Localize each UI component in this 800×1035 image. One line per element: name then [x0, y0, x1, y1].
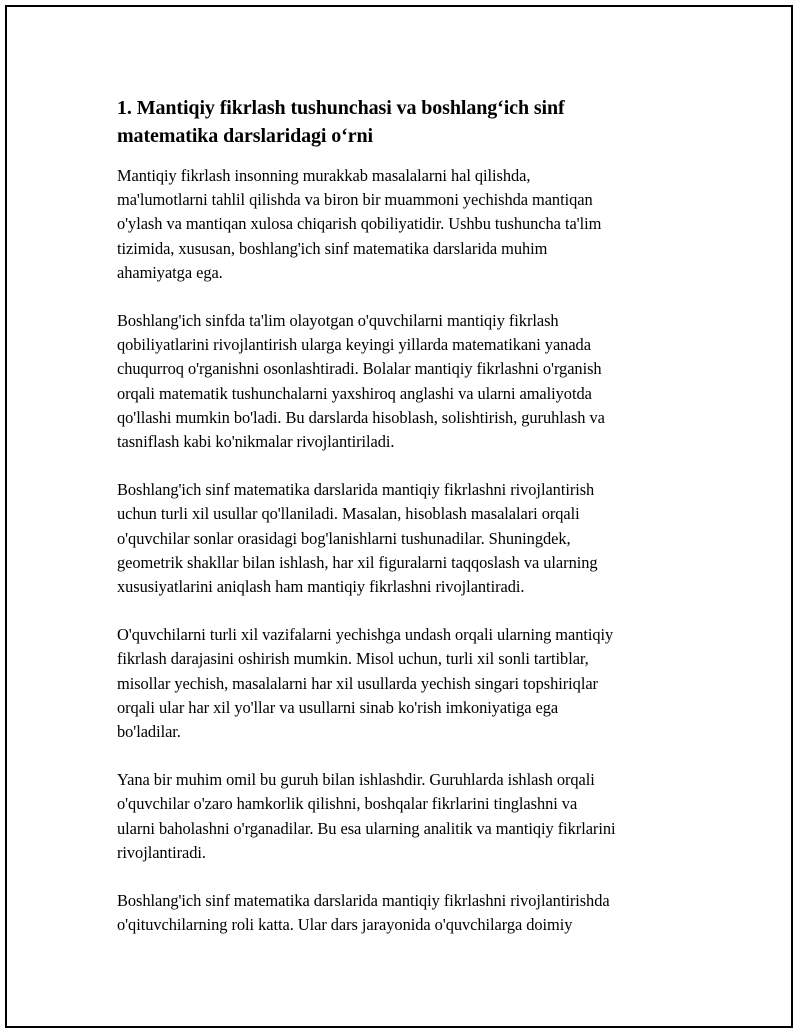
paragraph-line: o'quvchilar sonlar orasidagi bog'lanishlarni tushunadilar. Shuningdek, [117, 528, 571, 548]
paragraph-line: uchun turli xil usullar qo'llaniladi. Masalan, hisoblash masalalari orqali [117, 504, 580, 524]
paragraph [117, 623, 692, 744]
paragraph-line: orqali ular har xil yo'llar va usullarni sinab ko'rish imkoniyatiga ega [117, 697, 559, 717]
paragraph-line: Yana bir muhim omil bu guruh bilan ishlashdir. Guruhlarda ishlash orqali [117, 770, 595, 790]
paragraph-line: orqali matematik tushunchalarni yaxshiroq anglashi va ularni amaliyotda [117, 383, 592, 403]
paragraph-line: o'ylash va mantiqan xulosa chiqarish qobiliyatidir. Ushbu tushuncha ta'lim [117, 214, 602, 234]
paragraph-line: ularni baholashni o'rganadilar. Bu esa ularning analitik va mantiqiy fikrlarini [117, 818, 616, 838]
paragraph [117, 309, 692, 454]
heading-line: 1. Mantiqiy fikrlash tushunchasi va boshlang‘ich sinf [117, 97, 565, 119]
paragraph-line: rivojlantiradi. [117, 842, 206, 862]
paragraph-line: ahamiyatga ega. [117, 262, 223, 282]
document-body [117, 94, 692, 961]
paragraph-line: qo'llashi mumkin bo'ladi. Bu darslarda hisoblash, solishtirish, guruhlash va [117, 407, 605, 427]
paragraph [117, 164, 692, 285]
paragraph-line: chuqurroq o'rganishni osonlashtiradi. Bolalar mantiqiy fikrlashni o'rganish [117, 359, 602, 379]
paragraph-line: O'quvchilarni turli xil vazifalarni yechishga undash orqali ularning mantiqiy [117, 625, 614, 645]
paragraph-line: o'qituvchilarning roli katta. Ular dars jarayonida o'quvchilarga doimiy [117, 915, 573, 935]
paragraph-line: Mantiqiy fikrlash insonning murakkab masalalarni hal qilishda, [117, 166, 531, 185]
paragraph-line: tizimida, xususan, boshlang'ich sinf matematika darslarida muhim [117, 238, 548, 258]
paragraph [117, 889, 692, 937]
paragraph-line: tasniflash kabi ko'nikmalar rivojlantiriladi. [117, 432, 395, 452]
heading-line: matematika darslaridagi o‘rni [117, 125, 373, 147]
paragraph-line: misollar yechish, masalalarni har xil usullarda yechish singari topshiriqlar [117, 673, 598, 693]
paragraph-line: bo'ladilar. [117, 722, 181, 742]
paragraph [117, 478, 692, 599]
paragraph-line: xususiyatlarini aniqlash ham mantiqiy fikrlashni rivojlantiradi. [117, 577, 525, 597]
paragraph [117, 768, 692, 865]
paragraph-line: Boshlang'ich sinf matematika darslarida mantiqiy fikrlashni rivojlantirishda [117, 891, 610, 911]
paragraph-line: geometrik shakllar bilan ishlash, har xil figuralarni taqqoslash va ularning [117, 552, 598, 572]
section-heading [117, 94, 692, 150]
paragraph-line: qobiliyatlarini rivojlantirish ularga keyingi yillarda matematikani yanada [117, 335, 591, 355]
paragraph-line: Boshlang'ich sinf matematika darslarida mantiqiy fikrlashni rivojlantirish [117, 480, 595, 500]
paragraph-line: fikrlash darajasini oshirish mumkin. Misol uchun, turli xil sonli tartiblar, [117, 649, 589, 669]
paragraph-line: o'quvchilar o'zaro hamkorlik qilishni, boshqalar fikrlarini tinglashni va [117, 794, 578, 814]
paragraph-line: ma'lumotlarni tahlil qilishda va biron bir muammoni yechishda mantiqan [117, 190, 593, 210]
paragraph-line: Boshlang'ich sinfda ta'lim olayotgan o'quvchilarni mantiqiy fikrlash [117, 311, 559, 331]
